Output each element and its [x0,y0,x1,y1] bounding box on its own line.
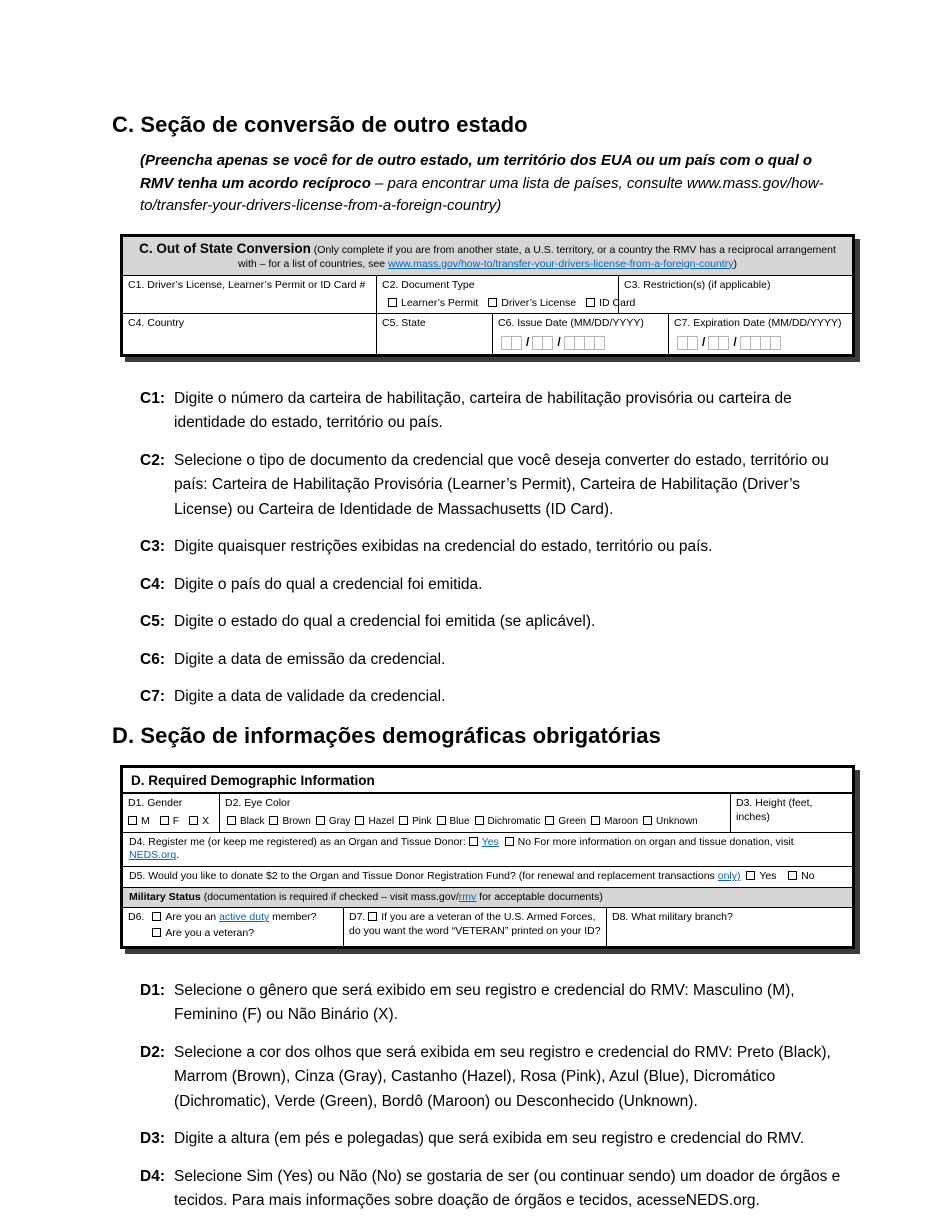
field-d8-military-branch[interactable] [606,908,852,945]
checkbox-eye-unknown[interactable] [643,816,652,825]
field-c7-date-boxes [674,335,847,351]
instruction-d3 [140,1127,846,1151]
form-d-header: D. Required Demographic Information [123,768,852,795]
form-c-title: C. Out of State Conversion [139,240,311,256]
instruction-c7 [140,685,846,709]
field-d6-id: D6. [128,911,145,924]
option-gender-f [160,815,179,827]
field-c5-label: C5. State [382,317,426,330]
instruction-c6-label: C6: [140,650,165,668]
option-eye-brown-label: Brown [282,816,311,828]
field-d1-options [128,815,214,829]
instruction-c2 [140,449,846,522]
option-gender-f-label: F [172,815,180,828]
field-d4-more-info: For more information on organ and tissue donation, visit [531,835,794,848]
option-eye-pink [399,816,431,827]
section-c-intro [140,150,848,218]
option-eye-green-label: Green [558,816,587,828]
instruction-c6-text: Digite a data de emissão da credencial. [174,650,446,668]
field-c7-label: C7. Expiration Date (MM/DD/YYYY) [674,317,842,330]
date-slash: / [526,335,530,350]
military-status-title: Military Status [129,890,201,903]
option-eye-gray [316,816,351,827]
form-c-note-pre: (Only complete if you are from another state, a U.S. territory, or a country the RMV has a reciprocal arrangement with – for a list of countries, see [238,243,836,270]
checkbox-eye-dichromatic[interactable] [475,816,484,825]
checkbox-gender-m[interactable] [128,816,137,825]
instruction-c3 [140,535,846,559]
checkbox-d4-no[interactable] [505,837,514,846]
instruction-d1 [140,979,846,1028]
option-eye-dichromatic [475,816,541,827]
checkbox-veteran-print[interactable] [368,912,377,921]
field-d4-yes-label[interactable]: Yes [481,835,499,848]
checkbox-d5-no[interactable] [788,871,797,880]
checkbox-veteran[interactable] [152,928,161,937]
instruction-c4-text: Digite o país do qual a credencial foi emitida. [174,575,483,593]
instruction-d2-label: D2: [140,1043,165,1061]
instruction-c3-text: Digite quaisquer restrições exibidas na credencial do estado, território ou país. [174,538,713,556]
field-c6-label: C6. Issue Date (MM/DD/YYYY) [498,317,644,330]
instruction-d1-text: Selecione o gênero que será exibido em seu registro e credencial do RMV: Masculino (M), Feminino (F) ou Não Binário (X). [174,981,795,1024]
instruction-c1-text: Digite o número da carteira de habilitação, carteira de habilitação provisória ou carteira de identidade do estado, território ou país. [174,389,792,432]
field-d4-no-label: No [517,835,532,848]
instruction-c5-text: Digite o estado do qual a credencial foi emitida (se aplicável). [174,613,596,631]
date-box[interactable] [718,336,729,350]
instruction-d1-label: D1: [140,981,165,999]
field-c3-restrictions[interactable] [618,276,852,313]
field-d4-organ-donor [123,832,852,866]
date-slash: / [733,335,737,350]
field-c7-expiration-date[interactable] [668,314,852,353]
field-d5-only-link[interactable]: only) [717,870,741,883]
instruction-c1 [140,387,846,436]
field-d7-text: If you are a veteran of the U.S. Armed Forces, do you want the word “VETERAN” printed on your ID? [349,911,601,937]
form-c-country-list-link[interactable]: www.mass.gov/how-to/transfer-your-drivers-license-from-a-foreign-country [388,257,734,270]
date-box[interactable] [770,336,781,350]
date-box[interactable] [542,336,553,350]
date-box[interactable] [687,336,698,350]
instruction-c6 [140,648,846,672]
form-c-row-1 [123,276,852,313]
option-eye-hazel [355,816,394,827]
instruction-c1-label: C1: [140,389,165,407]
form-c-row-2 [123,313,852,353]
option-eye-hazel-label: Hazel [368,816,395,828]
section-c-instructions [112,387,858,710]
option-gender-x [189,815,209,827]
checkbox-active-duty[interactable] [152,912,161,921]
military-status-note: (documentation is required if checked – visit mass.gov/ [200,890,459,903]
option-eye-maroon [591,816,638,827]
form-c-out-of-state-conversion [120,234,855,357]
field-d2-label: D2. Eye Color [225,797,291,810]
field-d4-text: D4. Register me (or keep me registered) as an Organ and Tissue Donor: [129,835,469,848]
option-drivers-license [488,297,576,309]
field-c6-issue-date[interactable] [492,314,668,353]
option-gender-m-label: M [141,815,150,828]
checkbox-gender-f[interactable] [160,816,169,825]
checkbox-id-card[interactable] [586,298,595,307]
field-d2-eye-color [219,794,730,831]
option-eye-black [227,816,264,827]
option-eye-blue [437,816,470,827]
page-content [112,112,858,1226]
field-d3-height[interactable] [730,794,852,831]
form-d-row-military [123,907,852,945]
option-eye-unknown-label: Unknown [656,816,698,828]
option-eye-blue-label: Blue [449,816,470,828]
form-d-demographic-information [120,765,855,949]
field-d6-line2 [152,927,316,941]
option-learners-permit [388,297,478,309]
military-status-header [123,887,852,908]
field-d6-active-duty [123,908,343,945]
option-eye-black-label: Black [240,816,265,828]
field-c4-label: C4. Country [128,317,185,330]
field-d6-line1-post: member? [269,911,317,924]
military-status-note-end: for acceptable documents) [476,890,603,903]
section-c-heading: C. Seção de conversão de outro estado [112,112,528,137]
option-eye-maroon-label: Maroon [604,816,639,828]
option-gender-x-label: X [202,815,210,828]
checkbox-eye-brown[interactable] [269,816,278,825]
instruction-c3-label: C3: [140,538,165,556]
field-d7-id: D7. [349,911,366,924]
option-gender-m [128,815,150,827]
section-d-heading: D. Seção de informações demográficas obrigatórias [112,722,661,748]
field-c1-license-number[interactable] [123,276,376,313]
field-d3-label: D3. Height (feet, inches) [736,797,813,824]
checkbox-d5-yes[interactable] [746,871,755,880]
option-eye-pink-label: Pink [412,816,432,828]
option-learners-permit-label: Learner’s Permit [401,296,479,309]
instruction-c4 [140,573,846,597]
option-drivers-license-label: Driver’s License [501,296,577,309]
section-d-instructions [112,979,858,1214]
field-d7-veteran-print [343,908,606,945]
field-c2-options [382,296,636,311]
mass-gov-rmv-link[interactable]: rmv [458,890,477,903]
field-d5-donation-fund [123,866,852,887]
field-d1-label: D1. Gender [128,797,183,810]
option-eye-gray-label: Gray [328,816,351,828]
form-c-header [123,237,852,276]
section-c-intro-bold: (Preencha apenas se você for de outro estado, um território dos EUA ou um país com o qual o RMV tenha um acordo recíproco [140,152,813,192]
field-d4-period: . [176,849,180,862]
checkbox-d4-yes[interactable] [469,837,478,846]
field-c2-label: C2. Document Type [382,279,475,292]
field-c6-date-boxes [498,335,663,351]
checkbox-drivers-license[interactable] [488,298,497,307]
form-c-note-post: ) [733,257,737,270]
checkbox-eye-maroon[interactable] [591,816,600,825]
field-c4-country[interactable] [123,314,376,353]
instruction-c2-label: C2: [140,451,165,469]
field-d5-text: D5. Would you like to donate $2 to the Organ and Tissue Donor Registration Fund? (for renewal and replacement transactions [129,870,718,883]
instruction-d3-label: D3: [140,1130,165,1148]
date-box[interactable] [511,336,522,350]
field-d6-line1 [152,911,316,925]
checkbox-gender-x[interactable] [189,816,198,825]
active-duty-link[interactable]: active duty [219,911,270,924]
field-c3-label: C3. Restriction(s) (if applicable) [624,279,771,292]
checkbox-eye-gray[interactable] [316,816,325,825]
instruction-c7-text: Digite a data de validade da credencial. [174,688,446,706]
instruction-c5-label: C5: [140,613,165,631]
neds-org-link[interactable]: NEDS.org [129,849,177,862]
checkbox-eye-blue[interactable] [437,816,446,825]
field-d2-options [225,815,725,829]
option-eye-green [545,816,586,827]
field-c1-label: C1. Driver’s License, Learner’s Permit or ID Card # [128,279,366,292]
checkbox-eye-hazel[interactable] [355,816,364,825]
field-d5-no-label: No [801,870,815,883]
date-box[interactable] [594,336,605,350]
field-d8-label: D8. What military branch? [612,911,733,924]
field-c2-document-type [376,276,636,313]
field-d5-yes-label: Yes [759,870,777,883]
option-eye-unknown [643,816,698,827]
instruction-d3-text: Digite a altura (em pés e polegadas) que será exibida em seu registro e credencial do RMV. [174,1130,805,1148]
instruction-c5 [140,610,846,634]
field-d1-gender [123,794,219,831]
checkbox-eye-black[interactable] [227,816,236,825]
checkbox-eye-green[interactable] [545,816,554,825]
instruction-d4-text: Selecione Sim (Yes) ou Não (No) se gostaria de ser (ou continuar sendo) um doador de órgãos e tecidos. Para mais informações sobre doação de órgãos e tecidos, acesseNEDS.org. [174,1167,841,1209]
form-d-row-demographics [123,794,852,831]
date-slash: / [702,335,706,350]
instruction-c4-label: C4: [140,575,165,593]
checkbox-learners-permit[interactable] [388,298,397,307]
instruction-d4-label: D4: [140,1167,165,1185]
instruction-d2 [140,1041,846,1114]
instruction-c7-label: C7: [140,688,165,706]
instruction-d4 [140,1165,846,1214]
section-c-intro-rest: – para encontrar uma lista de países, consulte www.mass.gov/how-to/transfer-your-drivers-license-from-a-foreign-country) [140,174,824,215]
date-slash: / [557,335,561,350]
field-c5-state[interactable] [376,314,492,353]
option-id-card-label: ID Card [599,296,636,309]
field-d6-line1-pre: Are you an [165,911,220,924]
option-eye-dichromatic-label: Dichromatic [487,816,541,828]
checkbox-eye-pink[interactable] [399,816,408,825]
option-eye-brown [269,816,310,827]
field-d6-line2-label: Are you a veteran? [165,926,255,939]
instruction-d2-text: Selecione a cor dos olhos que será exibida em seu registro e credencial do RMV: Preto (Black), Marrom (Brown), Cinza (Gray), Castanho (Hazel), Rosa (Pink), Azul (Blue), Dicromático (Dichromatic), Verde (Green), Bordô (Maroon) ou Desconhecido (Unknown). [174,1043,831,1110]
instruction-c2-text: Selecione o tipo de documento da credencial que você deseja converter do estado, território ou país: Carteira de Habilitação Provisória (Learner’s Permit), Carteira de Habilitação (Driver’s License) ou Carteira de Identidade de Massachusetts (ID Card). [174,451,829,518]
